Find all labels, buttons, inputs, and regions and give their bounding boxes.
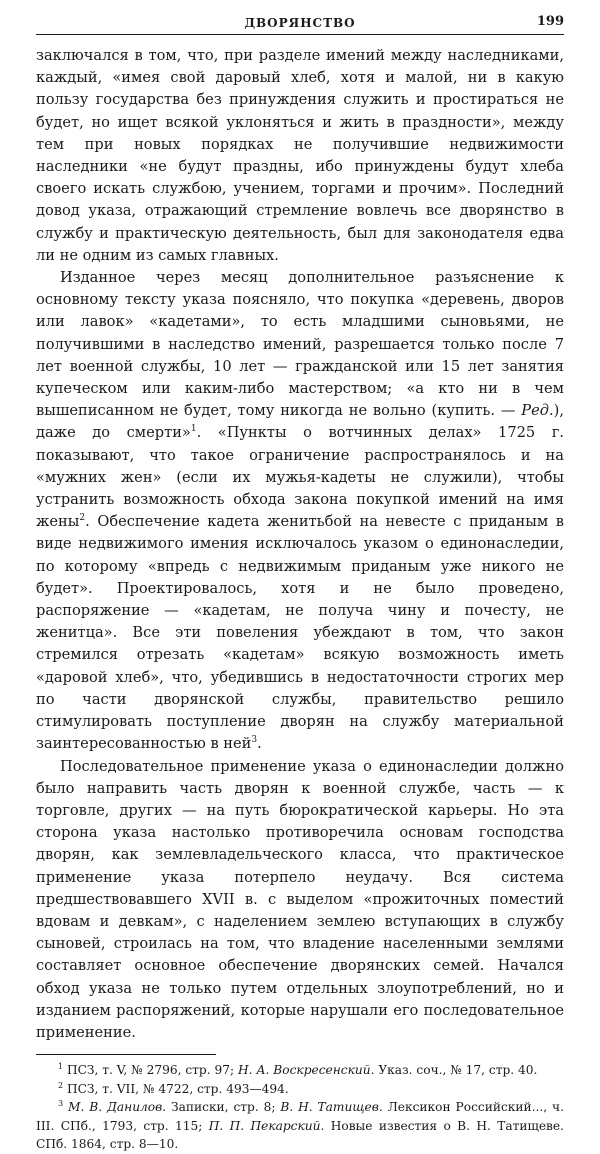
paragraph-3: Последовательное применение указа о единонаследии должно было направить часть дворян к военной службе, часть — к торговле, других — на путь бюрократической карьеры. Но эта сторона указа настолько противоречила основам господства дворян, как землевладельческого класса, что практическое применение указа потерпело неудачу. Вся система предшествовавшего XVII в. с выделом «прожиточных поместий вдовам и девкам», с наделением землею вступающих в службу сыновей, строилась на том, что владение населенными землями составляет основное обеспечение дворянских семей. Начался обход указа не только путем отдельных злоупотреблений, но и изданием распоряжений, которые нарушали его последовательное применение. (36, 757, 564, 1041)
footnote-3-text-b: Лексикон Российский..., ч. III. СПб., 1793, стр. 115; (36, 1100, 564, 1133)
footnote-ref-1[interactable]: 1 (190, 424, 197, 435)
footnote-2-text: ПСЗ, т. VII, № 4722, стр. 493—494. (66, 1081, 289, 1096)
footnote-1-author: Н. А. Воскресенский. (237, 1063, 375, 1078)
footnote-1-text-a: ПСЗ, т. V, № 2796, стр. 97; (66, 1063, 238, 1078)
footnote-2-number: 2 (58, 1080, 64, 1090)
paragraph-2-part-e: . (257, 735, 262, 753)
body-text (36, 45, 564, 1044)
footnote-1-number: 1 (58, 1062, 64, 1072)
footnote-2 (36, 1080, 564, 1099)
running-title: ДВОРЯНСТВО (244, 16, 356, 30)
footnote-divider (36, 1054, 216, 1055)
footnote-3-author-1: М. В. Данилов. (68, 1100, 167, 1115)
footnote-3-number: 3 (58, 1099, 64, 1109)
footnotes (36, 1061, 564, 1154)
footnote-1 (36, 1061, 564, 1080)
paragraph-2-part-c: . «Пункты о вотчинных делах» 1725 г. показывают, что такое ограничение распространялось и на «мужних жен» (если их мужья-кадеты не служили), чтобы устранить возможность обхода закона покупкой имений на имя жены (36, 424, 565, 531)
paragraph-1: заключался в том, что, при разделе имений между наследниками, каждый, «имея свой даровый хлеб, хотя и малой, ни в какую пользу государства без принуждения служить и простираться не будет, но ищет всякой уклоняться и жить в праздности», между тем при новых порядках не получившие недвижимости наследники «не будут праздны, ибо принуждены будут хлеба своего искать службою, учением, торгами и прочим». Последний довод указа, отражающий стремление вовлечь все дворянство в службу и практическую деятельность, был для законодателя едва ли не одним из самых главных. (36, 47, 564, 264)
footnote-3-author-2: В. Н. Татищев. (280, 1100, 383, 1115)
footnote-3-author-3: П. П. Пекарский. (208, 1118, 325, 1133)
editor-note: Ред. (521, 402, 554, 420)
book-page (36, 12, 564, 1154)
footnote-3-text-c: Новые известия о В. Н. Татищеве. СПб. 1864, стр. 8—10. (36, 1118, 564, 1152)
paragraph-2 (36, 267, 564, 755)
paragraph-2-part-a: Изданное через месяц дополнительное разъяснение к основному тексту указа поясняло, что покупка «деревень, дворов или лавок» «кадетами», то есть младшими сыновьями, не получившими в наследство имений, разрешается только после 7 лет военной службы, 10 лет — гражданской или 15 лет занятия купеческом или каким-либо мастерством; «а кто ни в чем вышеписанном не будет, тому никогда не вольно (купить. — (36, 269, 564, 420)
footnote-ref-3[interactable]: 3 (251, 735, 258, 746)
running-head (36, 12, 564, 35)
page-number: 199 (536, 14, 564, 29)
footnote-3-text-a: Записки, стр. 8; (166, 1100, 281, 1115)
footnote-1-text-b: Указ. соч., № 17, стр. 40. (374, 1063, 538, 1078)
footnote-ref-2[interactable]: 2 (79, 513, 86, 524)
paragraph-2-part-d: . Обеспечение кадета женитьбой на невесте с приданым в виде недвижимого имения исключалось указом о единонаследии, по которому «впредь с недвижимым приданым уже никого не будет». Проектировалось, хотя и не было проведено, распоряжение — «кадетам, не получа чину и почесту, не женитца». Все эти повеления убеждают в том, что закон стремился отрезать «кадетам» всякую возможность иметь «даровой хлеб», что, убедившись в недостаточности строгих мер по части дворянской службы, правительство решило стимулировать поступление дворян на службу материальной заинтересованностью в ней (36, 513, 564, 753)
footnote-3 (36, 1098, 564, 1154)
paragraph-2-part-b: ), даже до смерти» (36, 402, 564, 442)
